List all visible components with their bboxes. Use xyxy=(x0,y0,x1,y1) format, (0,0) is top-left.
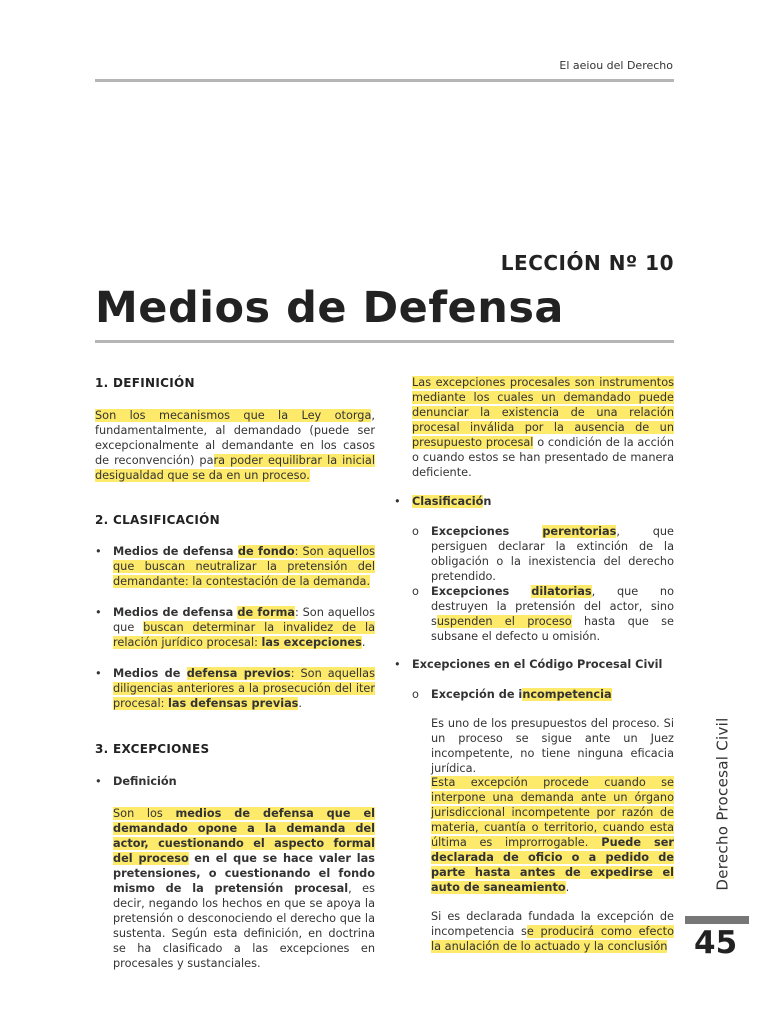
incompetencia-p3 xyxy=(431,909,674,954)
page-title: Medios de Defensa xyxy=(95,283,564,333)
list-item-fondo xyxy=(95,544,375,589)
bullet-icon: • xyxy=(95,775,102,788)
hl-text: ncompetencia xyxy=(522,688,612,701)
hl-text: de fondo xyxy=(237,545,295,558)
text: Si es declarada fundada la excepción de incompetencia s xyxy=(431,910,674,938)
bold-text: Medios de xyxy=(113,667,187,680)
text: , que no destruyen la pretensión del actor, sino s xyxy=(431,585,674,628)
text: , es decir, negando los hechos en que se apoya la pretensión o desconociendo el derecho que la sustenta. Según esta definición, en doctrina se ha clasificado a las excepciones en procesales y sustanciales. xyxy=(113,882,375,970)
page-number-bar xyxy=(685,916,749,924)
text: . xyxy=(565,881,570,894)
text: hasta que se subsane el defecto u omisión. xyxy=(431,615,674,643)
hl-text: Son los mecanismos que la Ley otorga xyxy=(95,409,372,422)
bullet-icon: • xyxy=(95,606,102,619)
hl-text: uspenden el proceso xyxy=(436,615,572,628)
hl-text: : Son aquellas diligencias anteriores a la prosecución del iter procesal: xyxy=(113,667,375,710)
hl-text: Clasificació xyxy=(412,495,484,508)
bullet-icon: • xyxy=(394,658,401,671)
bold-text: Medios de defensa xyxy=(113,545,238,558)
bold-text: Puede ser declarada de oficio o a pedido de parte hasta antes de expedirse el auto de saneamiento xyxy=(431,836,674,894)
incompetencia-p1 xyxy=(431,716,674,776)
list-item-dilatorias xyxy=(412,584,674,644)
hl-text: Son los xyxy=(113,807,176,820)
section-heading-definicion: 1. DEFINICIÓN xyxy=(95,376,195,390)
bullet-icon: • xyxy=(95,667,102,680)
list-item-cpc xyxy=(394,657,674,672)
lesson-number: LECCIÓN Nº 10 xyxy=(500,251,674,275)
hl-text: : Son aquellos que buscan neutralizar la pretensión del demandante: la contestación de la demanda. xyxy=(113,545,375,588)
section-heading-excepciones: 3. EXCEPCIONES xyxy=(95,742,210,756)
bold-text: las defensas previas xyxy=(167,697,299,710)
text: . xyxy=(298,697,303,710)
bold-text: Medios de defensa xyxy=(113,606,238,619)
sidebar-section-label xyxy=(706,717,746,900)
definicion-paragraph xyxy=(95,408,375,483)
hl-text: ra poder equilibrar la inicial desigualdad que se da en un proceso. xyxy=(95,454,375,482)
definicion-label: Definición xyxy=(113,775,177,788)
bold-text: Excepción de i xyxy=(431,688,523,701)
title-divider xyxy=(95,340,674,343)
list-item-perentorias xyxy=(412,524,674,584)
running-header: El aeiou del Derecho xyxy=(559,59,673,72)
circle-bullet-icon: o xyxy=(412,688,419,701)
text: . xyxy=(361,636,366,649)
hl-text: defensa previos xyxy=(186,667,291,680)
page-number: 45 xyxy=(694,925,738,961)
incompetencia-p2 xyxy=(431,775,674,895)
bold-text: Excepciones en el Código Procesal Civil xyxy=(412,658,663,671)
bold-text: Excepciones xyxy=(431,525,543,538)
hl-text: Esta excepción procede cuando se interpone una demanda ante un órgano jurisdiccional incompetente por razón de materia, cuantía o territorio, cuando esta última es improrrogable. xyxy=(431,776,674,849)
text: , que persiguen declarar la extinción de la obligación o la inexistencia del derecho pretendido. xyxy=(431,525,674,583)
section-heading-clasificacion: 2. CLASIFICACIÓN xyxy=(95,513,221,527)
procesales-paragraph xyxy=(412,375,674,480)
section-label: Derecho Procesal Civil xyxy=(713,717,732,891)
list-item-clasificacion xyxy=(394,494,674,509)
hl-text: dilatorias xyxy=(531,585,592,598)
circle-bullet-icon: o xyxy=(412,585,419,598)
circle-bullet-icon: o xyxy=(412,525,419,538)
bold-text: Excepciones xyxy=(431,585,532,598)
list-item-previos xyxy=(95,666,375,711)
hl-text: Las excepciones procesales son instrumentos mediante los cuales un demandado puede denunciar la existencia de una relación procesal inválida por la ausencia de un presupuesto procesal xyxy=(412,376,674,449)
bullet-icon: • xyxy=(394,495,401,508)
hl-text: buscan determinar la invalidez de la relación jurídico procesal: xyxy=(113,621,376,649)
bold-text: las excepciones xyxy=(261,636,362,649)
list-item-definicion xyxy=(95,774,375,789)
header-divider xyxy=(95,79,674,82)
hl-text: e producirá como efecto la anulación de lo actuado y la conclusión xyxy=(431,925,674,953)
bold-text: n xyxy=(483,495,492,508)
hl-text: de forma xyxy=(237,606,295,619)
list-item-forma xyxy=(95,605,375,650)
text: : Son aquellos que xyxy=(113,606,376,634)
text: o condición de la acción o cuando estos se han presentado de manera deficiente. xyxy=(412,436,674,479)
hl-text: perentorias xyxy=(542,525,617,538)
bold-text: medios de defensa que el demandado opone a la demanda del actor, cuestionando el aspecto formal del proceso xyxy=(113,807,375,865)
bullet-icon: • xyxy=(95,545,102,558)
excepciones-definicion-paragraph xyxy=(113,806,375,971)
text: Es uno de los presupuestos del proceso. Si un proceso se sigue ante un Juez incompetente, no tiene ninguna eficacia jurídica. xyxy=(431,717,674,775)
list-item-incompetencia xyxy=(412,687,674,702)
bold-text: en el que se hace valer las pretensiones, o cuestionando el fondo mismo de la pretensión procesal xyxy=(113,852,375,895)
text: , fundamentalmente, al demandado (puede ser excepcionalmente al demandante en los casos de reconvención) pa xyxy=(95,409,375,467)
